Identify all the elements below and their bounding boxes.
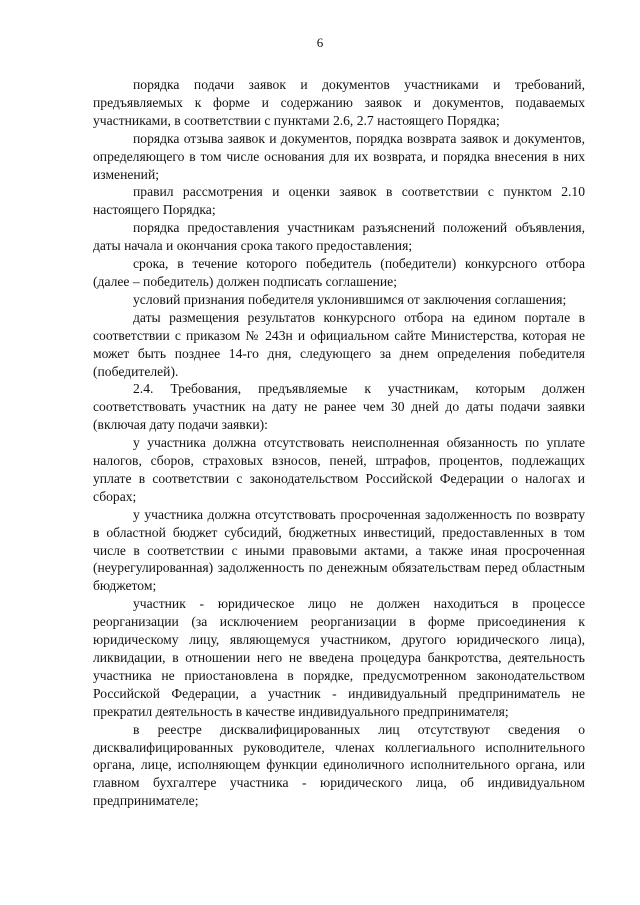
page-number: 6	[316, 35, 324, 50]
paragraph: у участника должна отсутствовать неисполненная обязанность по уплате налогов, сборов, страховых взносов, пеней, штрафов, процентов, подлежащих уплате в соответствии с законодательством Российской Федерации о налогах и сборах;	[93, 435, 585, 504]
paragraph: правил рассмотрения и оценки заявок в соответствии с пунктом 2.10 настоящего Порядка;	[93, 184, 585, 218]
paragraph: даты размещения результатов конкурсного отбора на едином портале в соответствии с приказом № 243н и официальном сайте Министерства, которая не может быть позднее 14-го дня, следующего за днем определения победителя (победителей).	[93, 309, 585, 379]
paragraph: условий признания победителя уклонившимся от заключения соглашения;	[133, 291, 567, 307]
paragraph: порядка предоставления участникам разъяснений положений объявления, даты начала и окончания срока такого предоставления;	[93, 220, 585, 254]
paragraph: у участника должна отсутствовать просроченная задолженность по возврату в областной бюджет субсидий, бюджетных инвестиций, предоставленных в том числе в соответствии с иными правовыми актами, а также иная просроченная (неурегулированная) задолженность по денежным обязательствам перед областным бюджетом;	[93, 506, 585, 594]
paragraph: срока, в течение которого победитель (победители) конкурсного отбора (далее – победитель) должен подписать соглашение;	[93, 256, 585, 289]
paragraph: порядка подачи заявок и документов участниками и требований, предъявляемых к форме и содержанию заявок и документов, подаваемых участниками, в соответствии с пунктами 2.6, 2.7 настоящего Порядка;	[93, 77, 585, 128]
paragraph: порядка отзыва заявок и документов, порядка возврата заявок и документов, определяющего в том числе основания для их возврата, и порядка внесения в них изменений;	[93, 130, 585, 182]
document-body	[93, 76, 585, 810]
section-2-4-paragraph: 2.4. Требования, предъявляемые к участникам, которым должен соответствовать участник на дату не ранее чем 30 дней до даты подачи заявки (включая дату подачи заявки):	[93, 381, 585, 433]
paragraph: участник - юридическое лицо не должен находиться в процессе реорганизации (за исключением реорганизации в форме присоединения к юридическому лицу, являющемуся участником, другого юридического лица), ликвидации, в отношении него не введена процедура банкротства, деятельность участника не приостановлена в порядке, предусмотренном законодательством Российской Федерации, а участник - индивидуальный предприниматель не прекратил деятельность в качестве индивидуального предпринимателя;	[93, 596, 585, 719]
paragraph: в реестре дисквалифицированных лиц отсутствуют сведения о дисквалифицированных руководителе, членах коллегиального исполнительного органа, лице, исполняющем функции единоличного исполнительного органа, или главном бухгалтере участника - юридического лица, об индивидуальном предпринимателе;	[93, 721, 585, 809]
